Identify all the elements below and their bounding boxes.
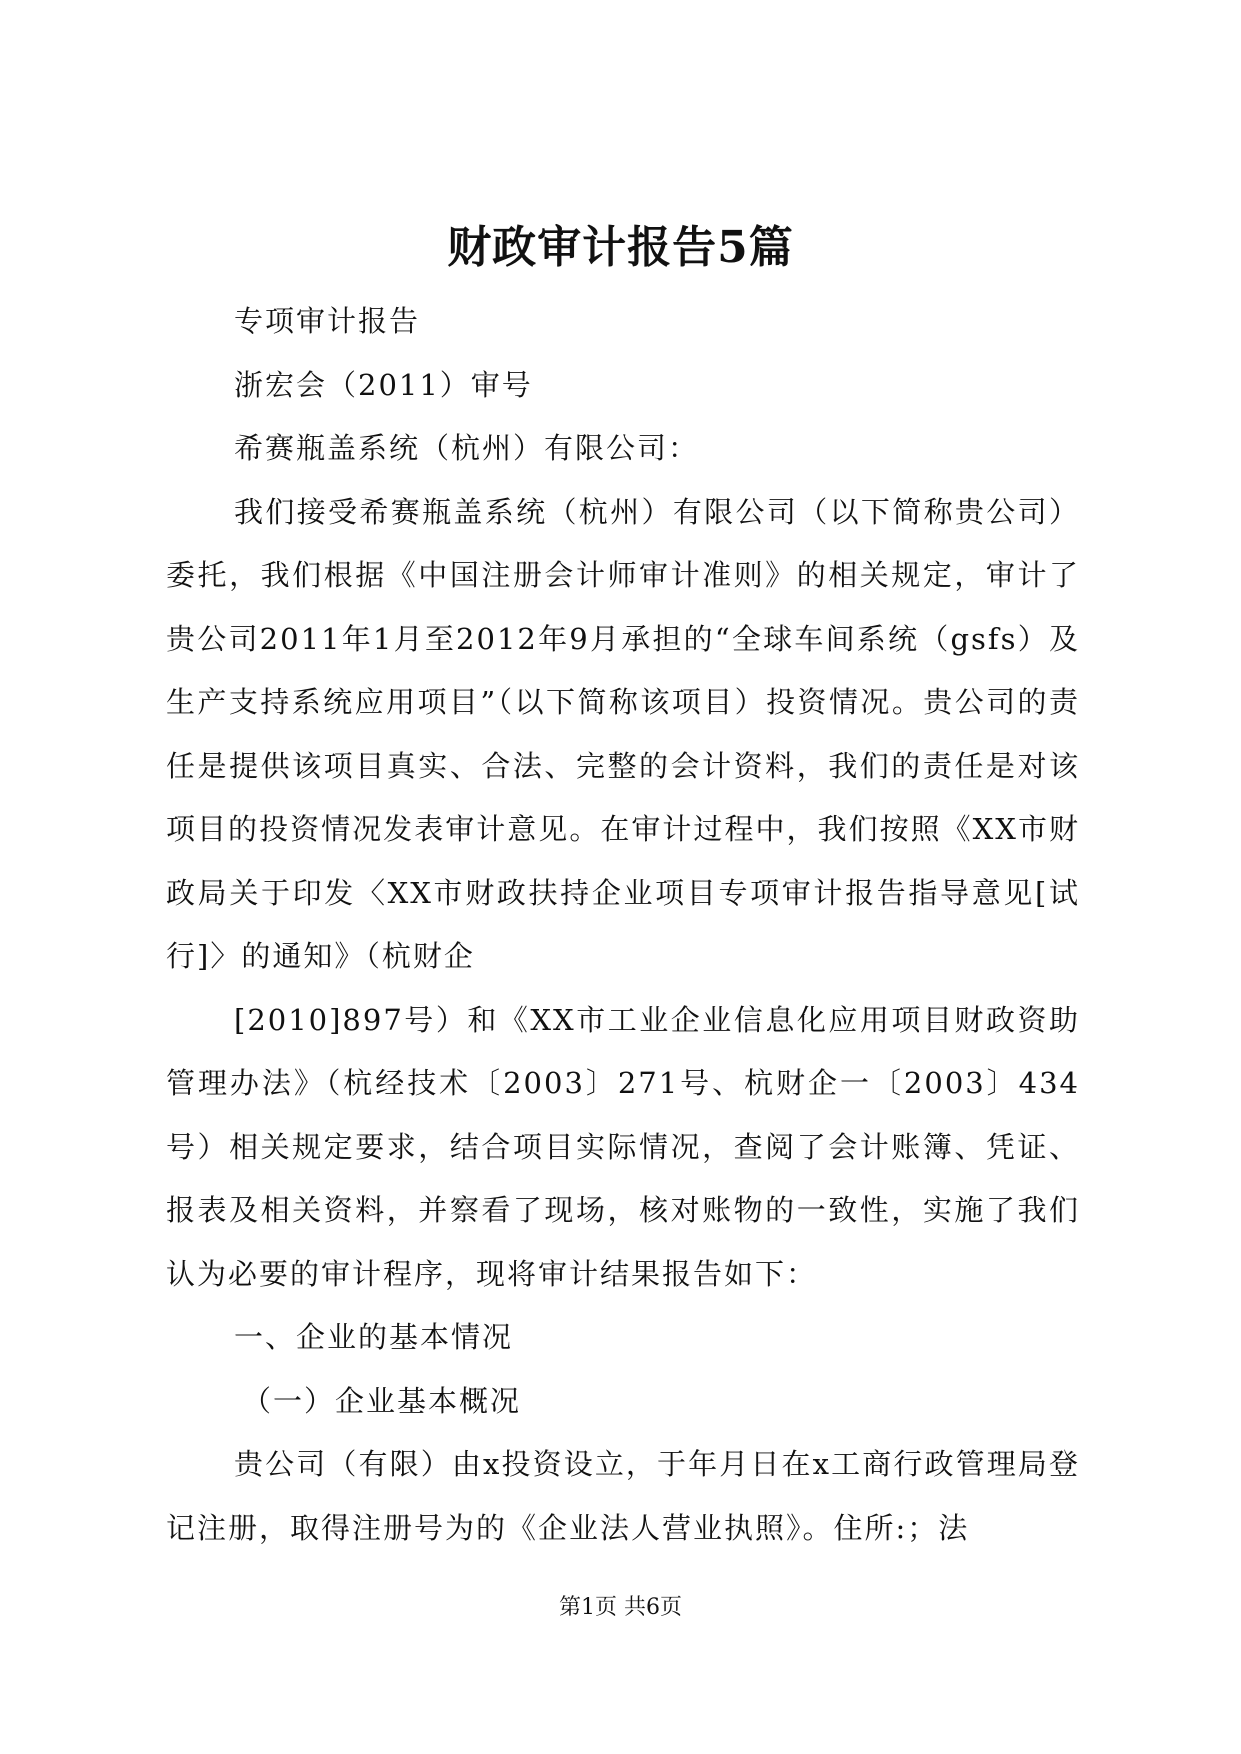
document-body xyxy=(166,290,1080,1560)
subsection-heading-overview: （一）企业基本概况 xyxy=(242,1383,522,1418)
paragraph-addressee: 希赛瓶盖系统（杭州）有限公司： xyxy=(234,431,700,465)
page-number-footer: 第1页 共6页 xyxy=(559,1595,682,1620)
document-title: 财政审计报告5篇 xyxy=(447,222,794,273)
section-heading-basic-info: 一、企业的基本情况 xyxy=(234,1320,514,1354)
paragraph-company-overview: 贵公司（有限）由x投资设立，于年月日在x工商行政管理局登记注册，取得注册号为的《企业法人营业执照》。住所:；法 xyxy=(166,1447,1080,1545)
paragraph-basis: [2010]897号）和《XX市工业企业信息化应用项目财政资助管理办法》（杭经技术〔2003〕271号、杭财企一〔2003〕434号）相关规定要求，结合项目实际情况，查阅了会计账簿、凭证、报表及相关资料，并察看了现场，核对账物的一致性，实施了我们认为必要的审计程序，现将审计结果报告如下： xyxy=(166,1002,1080,1291)
paragraph-engagement: 我们接受希赛瓶盖系统（杭州）有限公司（以下简称贵公司）委托，我们根据《中国注册会计师审计准则》的相关规定，审计了贵公司2011年1月至2012年9月承担的“全球车间系统（gsfs）及生产支持系统应用项目”（以下简称该项目）投资情况。贵公司的责任是提供该项目真实、合法、完整的会计资料，我们的责任是对该项目的投资情况发表审计意见。在审计过程中，我们按照《XX市财政局关于印发〈XX市财政扶持企业项目专项审计报告指导意见[试行]〉的通知》（杭财企 xyxy=(166,494,1080,973)
paragraph-report-number: 浙宏会（2011）审号 xyxy=(234,367,533,402)
paragraph-report-type: 专项审计报告 xyxy=(234,304,421,338)
